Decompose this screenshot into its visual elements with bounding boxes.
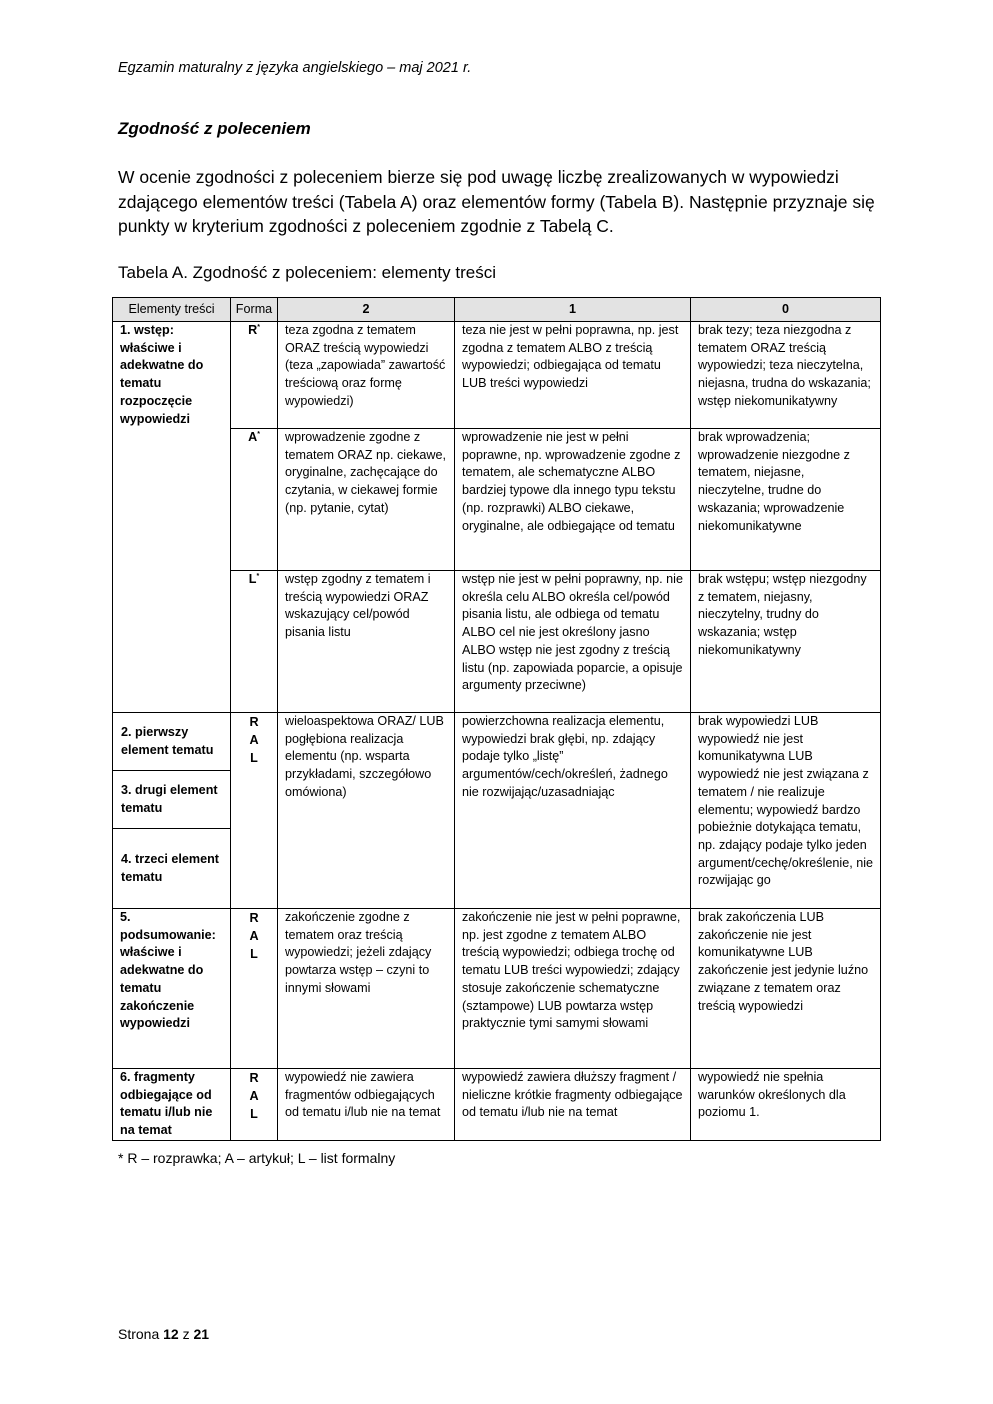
form-label: A <box>249 1089 259 1103</box>
element-topic-2: 3. drugi element tematu <box>113 771 230 829</box>
cell-level-0: brak tezy; teza niezgodna z tematem ORAZ treścią wypowiedzi; teza nieczytelna, niejasna, trudna do wskazania; wstęp niekomunikatywny <box>691 322 881 429</box>
page-prefix: Strona <box>118 1326 160 1342</box>
table-header-row <box>113 298 881 322</box>
element-intro: 1. wstęp: właściwe i adekwatne do tematu rozpoczęcie wypowiedzi <box>113 322 231 713</box>
table-row <box>113 322 881 429</box>
section-title: Zgodność z poleceniem <box>118 119 311 138</box>
form-label: L <box>250 947 258 961</box>
form-label: L <box>250 1107 258 1121</box>
page-sep: z <box>182 1326 190 1342</box>
cell-level-1: wstęp nie jest w pełni poprawny, np. nie określa celu ALBO określa cel/powód pisania listu, ale odbiega od tematu ALBO cel nie jest określony jasno ALBO wstęp nie jest zgodny z treścią listu (np. zapowiada poparcie, a opisuje argumenty przeciwne) <box>455 571 691 713</box>
page-total: 21 <box>193 1326 210 1342</box>
cell-level-1: teza nie jest w pełni poprawna, np. jest zgodna z tematem ALBO z treścią wypowiedzi; odbiegająca od tematu LUB treści wypowiedzi <box>455 322 691 429</box>
cell-level-0: brak wprowadzenia; wprowadzenie niezgodne z tematem, niejasne, nieczytelne, trudne do wskazania; wprowadzenie niekomunikatywne <box>691 429 881 571</box>
page-header: Egzamin maturalny z języka angielskiego – maj 2021 r. <box>118 60 472 76</box>
form-label: L <box>248 572 257 586</box>
cell-level-0: brak zakończenia LUB zakończenie nie jest komunikatywne LUB zakończenie jest jedynie luźno związane z tematem oraz treścią wypowiedzi <box>691 909 881 1069</box>
table-row <box>113 713 881 909</box>
element-summary: 5. podsumowanie: właściwe i adekwatne do tematu zakończenie wypowiedzi <box>113 909 231 1069</box>
header-level-1: 1 <box>455 298 691 322</box>
element-topic-1: 2. pierwszy element tematu <box>113 713 230 771</box>
form-cell: L* <box>231 571 278 713</box>
cell-level-2: wypowiedź nie zawiera fragmentów odbiegających od tematu i/lub nie na temat <box>278 1069 455 1141</box>
criteria-table <box>112 297 881 1141</box>
form-label: R <box>249 715 259 729</box>
elements-topic-group <box>113 713 231 909</box>
form-label: L <box>250 751 258 765</box>
header-elements: Elementy treści <box>113 298 231 322</box>
form-label: A <box>249 733 259 747</box>
cell-level-1: wypowiedź zawiera dłuższy fragment / nieliczne krótkie fragmenty odbiegające od tematu i/lub nie na temat <box>455 1069 691 1141</box>
form-cell <box>231 909 278 1069</box>
cell-level-2: teza zgodna z tematem ORAZ treścią wypowiedzi (teza „zapowiada” zawartość treściową oraz formę wypowiedzi) <box>278 322 455 429</box>
cell-level-2: wieloaspektowa ORAZ/ LUB pogłębiona realizacja elementu (np. wsparta przykładami, szczegółowo omówiona) <box>278 713 455 909</box>
form-cell <box>231 713 278 909</box>
footnote: * R – rozprawka; A – artykuł; L – list formalny <box>118 1150 396 1166</box>
element-topic-3: 4. trzeci element tematu <box>121 851 219 884</box>
cell-level-2: wprowadzenie zgodne z tematem ORAZ np. ciekawe, oryginalne, zachęcające do czytania, w ciekawej formie (np. pytanie, cytat) <box>278 429 455 571</box>
cell-level-0: brak wstępu; wstęp niezgodny z tematem, niejasny, nieczytelny, trudny do wskazania; wstęp niekomunikatywny <box>691 571 881 713</box>
form-label: R <box>249 911 259 925</box>
header-level-0: 0 <box>691 298 881 322</box>
cell-level-2: zakończenie zgodne z tematem oraz treścią wypowiedzi; jeżeli zdający powtarza wstęp – czyni to innymi słowami <box>278 909 455 1069</box>
form-cell: R* <box>231 322 278 429</box>
form-label: R <box>248 323 258 337</box>
page-number <box>118 1326 209 1342</box>
form-label: A <box>248 430 258 444</box>
element-offtopic: 6. fragmenty odbiegające od tematu i/lub nie na temat <box>113 1069 231 1141</box>
form-label: A <box>249 929 259 943</box>
cell-level-1: powierzchowna realizacja elementu, wypowiedzi brak głębi, np. zdający podaje tylko „listę” argumentów/cech/określeń, żadnego nie rozwijając/uzasadniając <box>455 713 691 909</box>
header-form: Forma <box>231 298 278 322</box>
table-row <box>113 1069 881 1141</box>
cell-level-0: wypowiedź nie spełnia warunków określonych dla poziomu 1. <box>691 1069 881 1141</box>
table-caption: Tabela A. Zgodność z poleceniem: elementy treści <box>118 263 496 282</box>
cell-level-1: wprowadzenie nie jest w pełni poprawne, np. wprowadzenie zgodne z tematem, ale schematyczne ALBO bardziej typowe dla innego typu tekstu (np. rozprawki) ALBO ciekawe, oryginalne, ale odbiegające od tematu <box>455 429 691 571</box>
cell-level-0: brak wypowiedzi LUB wypowiedź nie jest komunikatywna LUB wypowiedź nie jest związana z tematem / nie realizuje elementu; wypowiedź bardzo pobieżnie dotykająca tematu, np. zdający podaje tylko jeden argument/cechę/określenie, nie rozwijając go <box>691 713 881 909</box>
table-row <box>113 909 881 1069</box>
page-current: 12 <box>163 1326 179 1342</box>
form-cell: A* <box>231 429 278 571</box>
cell-level-2: wstęp zgodny z tematem i treścią wypowiedzi ORAZ wskazujący cel/powód pisania listu <box>278 571 455 713</box>
intro-paragraph: W ocenie zgodności z poleceniem bierze się pod uwagę liczbę zrealizowanych w wypowiedzi zdającego elementów treści (Tabela A) oraz elementów formy (Tabela B). Następnie przyznaje się punkty w kryterium zgodności z poleceniem zgodnie z Tabelą C. <box>118 167 875 236</box>
cell-level-1: zakończenie nie jest w pełni poprawne, np. jest zgodne z tematem ALBO treścią wypowiedzi; odbiega trochę od tematu LUB treści wypowiedzi; zdający stosuje zakończenie schematyczne (sztampowe) LUB powtarza wstęp praktycznie tymi samymi słowami <box>455 909 691 1069</box>
form-label: R <box>249 1071 259 1085</box>
form-cell <box>231 1069 278 1141</box>
header-level-2: 2 <box>278 298 455 322</box>
